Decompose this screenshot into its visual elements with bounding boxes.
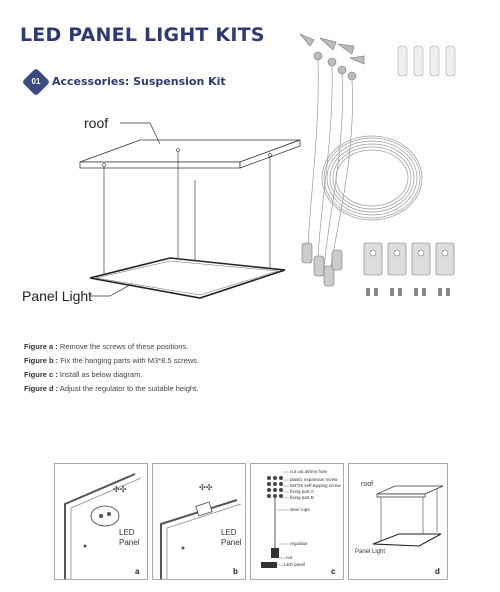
- screws: [366, 288, 450, 296]
- figure-b: ✣✣ LED Panel b: [152, 463, 246, 580]
- wall-plugs: [398, 46, 455, 76]
- page-title: LED PANEL LIGHT KITS: [20, 24, 265, 46]
- step-c: Figure c : Install as below diagram.: [24, 370, 143, 379]
- section-number: 01: [31, 77, 41, 86]
- steel-wire-coil: [308, 60, 422, 273]
- accessories-illustration: [290, 28, 490, 313]
- svg-text:✣✣: ✣✣: [199, 483, 213, 492]
- svg-text:✣✣: ✣✣: [113, 485, 127, 494]
- figure-a: ✣✣ LED Panel a: [54, 463, 148, 580]
- suspension-diagram: [60, 120, 310, 310]
- figure-d: roof Panel Light d: [348, 463, 448, 580]
- figure-c: cut out athmn hole plastic expansion screw M4*25 self-tapping screw fixing part A fixing part B steel rope regulator nut LED panel c: [250, 463, 344, 580]
- brackets: [364, 243, 454, 275]
- step-b: Figure b : Fix the hanging parts with M3*8.5 screws.: [24, 356, 200, 365]
- step-d: Figure d : Adjust the regulator to the suitable height.: [24, 384, 199, 393]
- roof-label: roof: [84, 115, 109, 131]
- section-title: Accessories: Suspension Kit: [52, 75, 226, 88]
- roof-slab: [80, 140, 300, 162]
- panel-light-label: Panel Light: [22, 288, 93, 304]
- regulators: [302, 243, 342, 286]
- step-a: Figure a : Remove the screws of these positions.: [24, 342, 189, 351]
